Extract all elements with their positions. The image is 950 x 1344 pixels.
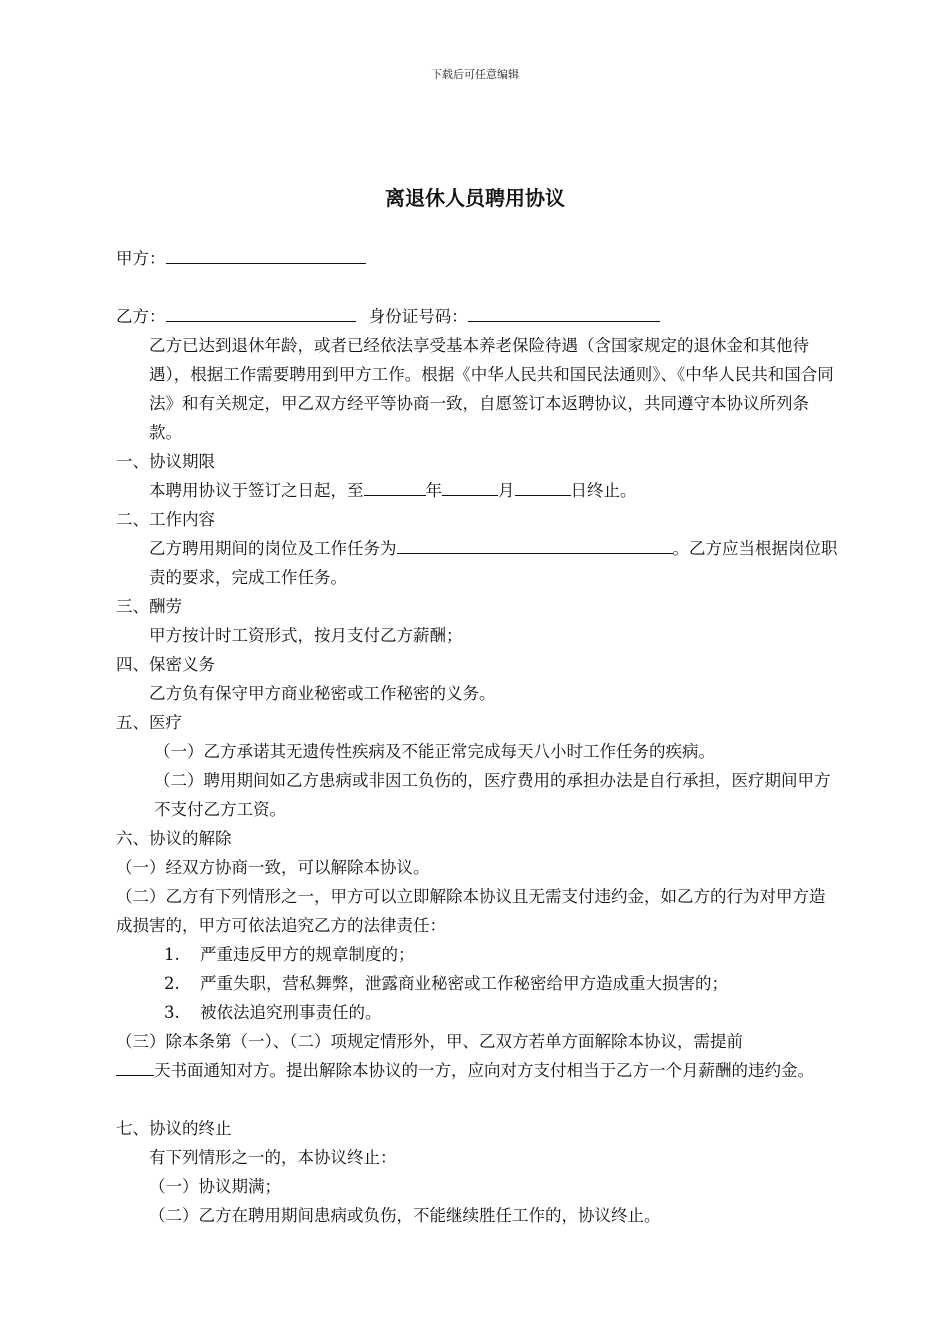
section-5-item-2: （二）聘用期间如乙方患病或非因工负伤的，医疗费用的承担办法是自行承担，医疗期间甲方不支付乙方工资。	[154, 771, 831, 819]
month-blank[interactable]	[442, 477, 498, 496]
duty-text-end: 。乙方应当根据岗位职责的要求，完成工作任务。	[149, 539, 838, 587]
term-text: 本聘用协议于签订之日起，至	[149, 481, 364, 500]
section-7-item-1: （一）协议期满；	[149, 1177, 281, 1196]
section-6-item-3: （三）除本条第（一）、（二）项规定情形外，甲、乙双方若单方面解除本协议，需提前	[116, 1032, 743, 1051]
section-4-text: 乙方负有保守甲方商业秘密或工作秘密的义务。	[149, 684, 496, 703]
list-number: 2.	[164, 974, 180, 993]
section-7-heading: 七、协议的终止	[116, 1119, 232, 1138]
section-4-heading: 四、保密义务	[116, 655, 215, 674]
year-blank[interactable]	[364, 477, 426, 496]
document-title: 离退休人员聘用协议	[385, 186, 565, 210]
id-label: 身份证号码：	[368, 307, 468, 326]
party-a-line	[116, 244, 840, 273]
section-6-item-1: （一）经双方协商一致，可以解除本协议。	[116, 858, 430, 877]
section-5-heading: 五、医疗	[116, 713, 182, 732]
header-note: 下载后可任意编辑	[431, 68, 519, 81]
section-1-heading: 一、协议期限	[116, 452, 215, 471]
section-2-text	[116, 534, 840, 592]
party-b-label: 乙方：	[116, 307, 166, 326]
list-item	[116, 940, 840, 969]
section-6-item-3-cont	[116, 1056, 840, 1085]
list-text: 严重违反甲方的规章制度的；	[200, 945, 415, 964]
list-item	[116, 969, 840, 998]
notice-days-blank[interactable]	[116, 1057, 154, 1076]
day-label: 日终止。	[570, 481, 637, 500]
section-3-text: 甲方按计时工资形式，按月支付乙方薪酬；	[149, 626, 463, 645]
document-body	[116, 244, 840, 1230]
section-6-heading: 六、协议的解除	[116, 829, 232, 848]
section-3-heading: 三、酬劳	[116, 597, 182, 616]
section-7-item-2: （二）乙方在聘用期间患病或负伤，不能继续胜任工作的，协议终止。	[149, 1206, 661, 1225]
list-text: 严重失职，营私舞弊，泄露商业秘密或工作秘密给甲方造成重大损害的；	[200, 974, 728, 993]
duty-blank[interactable]	[397, 535, 673, 554]
party-a-blank[interactable]	[166, 245, 366, 264]
list-text: 被依法追究刑事责任的。	[200, 1003, 382, 1022]
list-item	[116, 998, 840, 1027]
intro-paragraph: 乙方已达到退休年龄，或者已经依法享受基本养老保险待遇（含国家规定的退休金和其他待遇），根据工作需要聘用到甲方工作。根据《中华人民共和国民法通则》、《中华人民共和国合同法》和有关规定，甲乙双方经平等协商一致，自愿签订本返聘协议，共同遵守本协议所列条款。	[149, 336, 834, 442]
day-blank[interactable]	[515, 477, 571, 496]
section-2-heading: 二、工作内容	[116, 510, 215, 529]
year-label: 年	[425, 481, 442, 500]
notice-text: 天书面通知对方。提出解除本协议的一方，应向对方支付相当于乙方一个月薪酬的违约金。	[154, 1061, 814, 1080]
duty-text: 乙方聘用期间的岗位及工作任务为	[149, 539, 397, 558]
party-b-line	[116, 302, 840, 331]
id-blank[interactable]	[468, 303, 660, 322]
section-7-intro: 有下列情形之一的，本协议终止：	[149, 1148, 397, 1167]
section-5-item-1: （一）乙方承诺其无遗传性疾病及不能正常完成每天八小时工作任务的疾病。	[154, 742, 715, 761]
list-number: 3.	[164, 1003, 180, 1022]
party-a-label: 甲方：	[116, 249, 166, 268]
month-label: 月	[498, 481, 515, 500]
party-b-blank[interactable]	[166, 303, 356, 322]
list-number: 1.	[164, 945, 180, 964]
section-6-item-2: （二）乙方有下列情形之一，甲方可以立即解除本协议且无需支付违约金，如乙方的行为对甲方造成损害的，甲方可依法追究乙方的法律责任：	[116, 887, 826, 935]
section-1-text	[116, 476, 840, 505]
